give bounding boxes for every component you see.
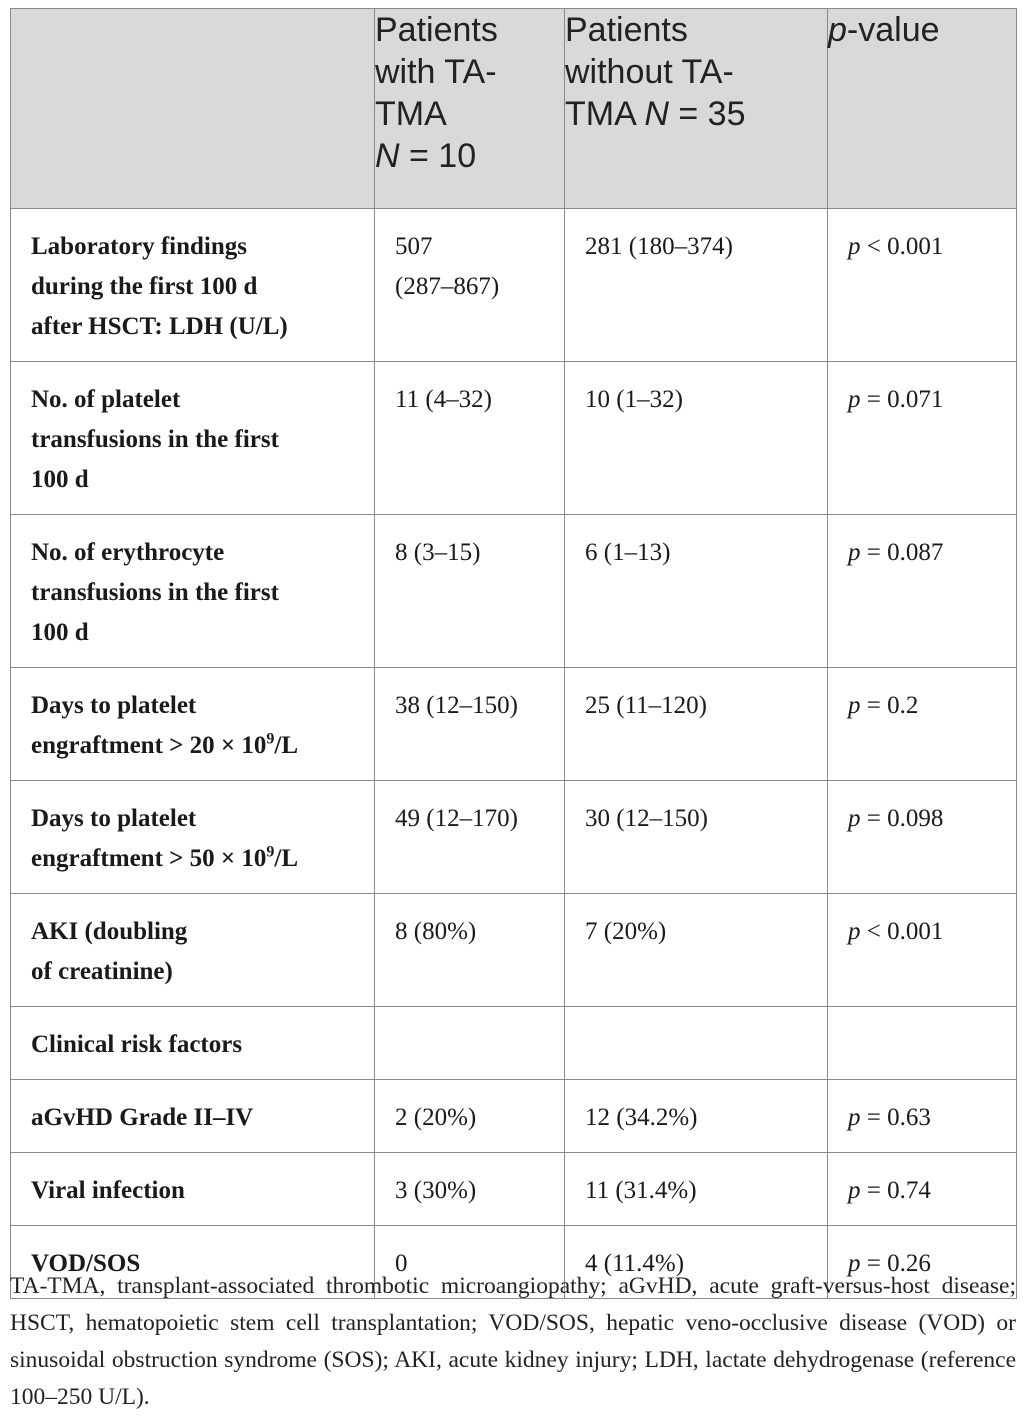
label-line: AKI (doubling [31,918,188,945]
label-line [31,726,364,766]
row-label [11,894,375,1007]
table-footnote: TA-TMA, transplant-associated thrombotic microangiopathy; aGvHD, acute graft-versus-host disease; HSCT, hematopoietic stem cell transplantation; VOD/SOS, hepatic veno-occlusive disease (VOD) or sinusoidal obstruction syndrome (SOS); AKI, acute kidney injury; LDH, lactate dehydrogenase (reference 100–250 U/L). [10,1273,1016,1410]
row-label [11,515,375,668]
superscript: 9 [266,730,275,748]
header-p-value [828,9,1017,209]
header-with-n [375,135,564,177]
row-label [11,781,375,894]
header-row [11,9,1017,209]
p-var: p [848,539,861,566]
label-line: transfusions in the first [31,426,279,453]
cell-without: 281 (180–374) [565,209,828,362]
cell-p-value [828,894,1017,1007]
p-number: < 0.001 [860,233,944,260]
results-table [10,8,1017,1299]
header-with-tatma [375,9,565,209]
cell-line: (287–867) [395,273,500,300]
table-row [11,515,1017,668]
cell-line: 507 [395,233,433,260]
cell-with [375,209,565,362]
label-line: during the first 100 d [31,273,258,300]
header-with-line: with TA- [375,53,497,91]
cell-p-value [828,1153,1017,1226]
cell-without: 30 (12–150) [565,781,828,894]
p-number: = 0.2 [860,692,919,719]
cell-without: 6 (1–13) [565,515,828,668]
label-line: No. of erythrocyte [31,539,225,566]
table-row [11,668,1017,781]
label-unit: /L [274,732,299,759]
cell-without: 12 (34.2%) [565,1080,828,1153]
label-line: Laboratory findings [31,233,248,260]
cell-p-value [828,1080,1017,1153]
cell-with: 0 [375,1226,565,1299]
p-var: p [848,1177,861,1204]
p-number: = 0.087 [860,539,944,566]
label-text: engraftment > 50 × 10 [31,845,267,872]
n-var: N [375,137,400,175]
table-row [11,894,1017,1007]
label-line [31,839,364,879]
row-label: VOD/SOS [11,1226,375,1299]
section-label: Clinical risk factors [11,1007,375,1080]
header-without-tatma [565,9,828,209]
label-line: transfusions in the first [31,579,279,606]
cell-without: 10 (1–32) [565,362,828,515]
table-row [11,1007,1017,1080]
cell-without: 11 (31.4%) [565,1153,828,1226]
p-number: = 0.63 [860,1104,931,1131]
label-line: Days to platelet [31,805,197,832]
p-var: p [848,233,861,260]
cell-with: 2 (20%) [375,1080,565,1153]
p-var: p [848,805,861,832]
p-number: = 0.071 [860,386,944,413]
label-text: engraftment > 20 × 10 [31,732,267,759]
p-var: p [848,386,861,413]
cell-with: 3 (30%) [375,1153,565,1226]
cell-p-value [828,668,1017,781]
table-container [10,8,1016,1299]
p-var: p [848,918,861,945]
cell-p-value [828,209,1017,362]
cell-without-empty [565,1007,828,1080]
row-label: Viral infection [11,1153,375,1226]
n-var: N [644,95,669,133]
cell-without: 4 (11.4%) [565,1226,828,1299]
p-var: p [848,1104,861,1131]
row-label [11,209,375,362]
label-line: 100 d [31,619,89,646]
header-with-line: TMA [375,95,447,133]
table-row [11,781,1017,894]
label-line: Days to platelet [31,692,197,719]
p-var: p [828,11,847,49]
row-label [11,362,375,515]
header-without-line3: TMA [565,95,645,133]
cell-p-value [828,781,1017,894]
cell-p-value [828,362,1017,515]
cell-with: 11 (4–32) [375,362,565,515]
cell-with: 8 (80%) [375,894,565,1007]
header-without-n [565,93,827,135]
label-line: after HSCT: LDH (U/L) [31,313,288,340]
header-empty [11,9,375,209]
p-value-label: -value [846,11,940,49]
cell-p-value-empty [828,1007,1017,1080]
n-value: = 35 [668,95,746,133]
superscript: 9 [266,843,275,861]
table-row [11,362,1017,515]
label-line: No. of platelet [31,386,181,413]
header-with-line: Patients [375,11,498,49]
cell-p-value [828,515,1017,668]
cell-without: 7 (20%) [565,894,828,1007]
cell-with: 8 (3–15) [375,515,565,668]
n-value: = 10 [399,137,477,175]
row-label: aGvHD Grade II–IV [11,1080,375,1153]
table-row [11,209,1017,362]
header-without-line: Patients [565,11,688,49]
cell-with: 38 (12–150) [375,668,565,781]
header-without-line: without TA- [565,53,734,91]
cell-with-empty [375,1007,565,1080]
p-var: p [848,1250,861,1277]
table-row [11,1080,1017,1153]
p-number: = 0.74 [860,1177,931,1204]
label-line: 100 d [31,466,89,493]
cell-without: 25 (11–120) [565,668,828,781]
cell-with: 49 (12–170) [375,781,565,894]
p-var: p [848,692,861,719]
p-number: < 0.001 [860,918,944,945]
p-number: = 0.26 [860,1250,931,1277]
label-unit: /L [274,845,299,872]
p-number: = 0.098 [860,805,944,832]
table-row [11,1153,1017,1226]
row-label [11,668,375,781]
label-line: of creatinine) [31,958,173,985]
